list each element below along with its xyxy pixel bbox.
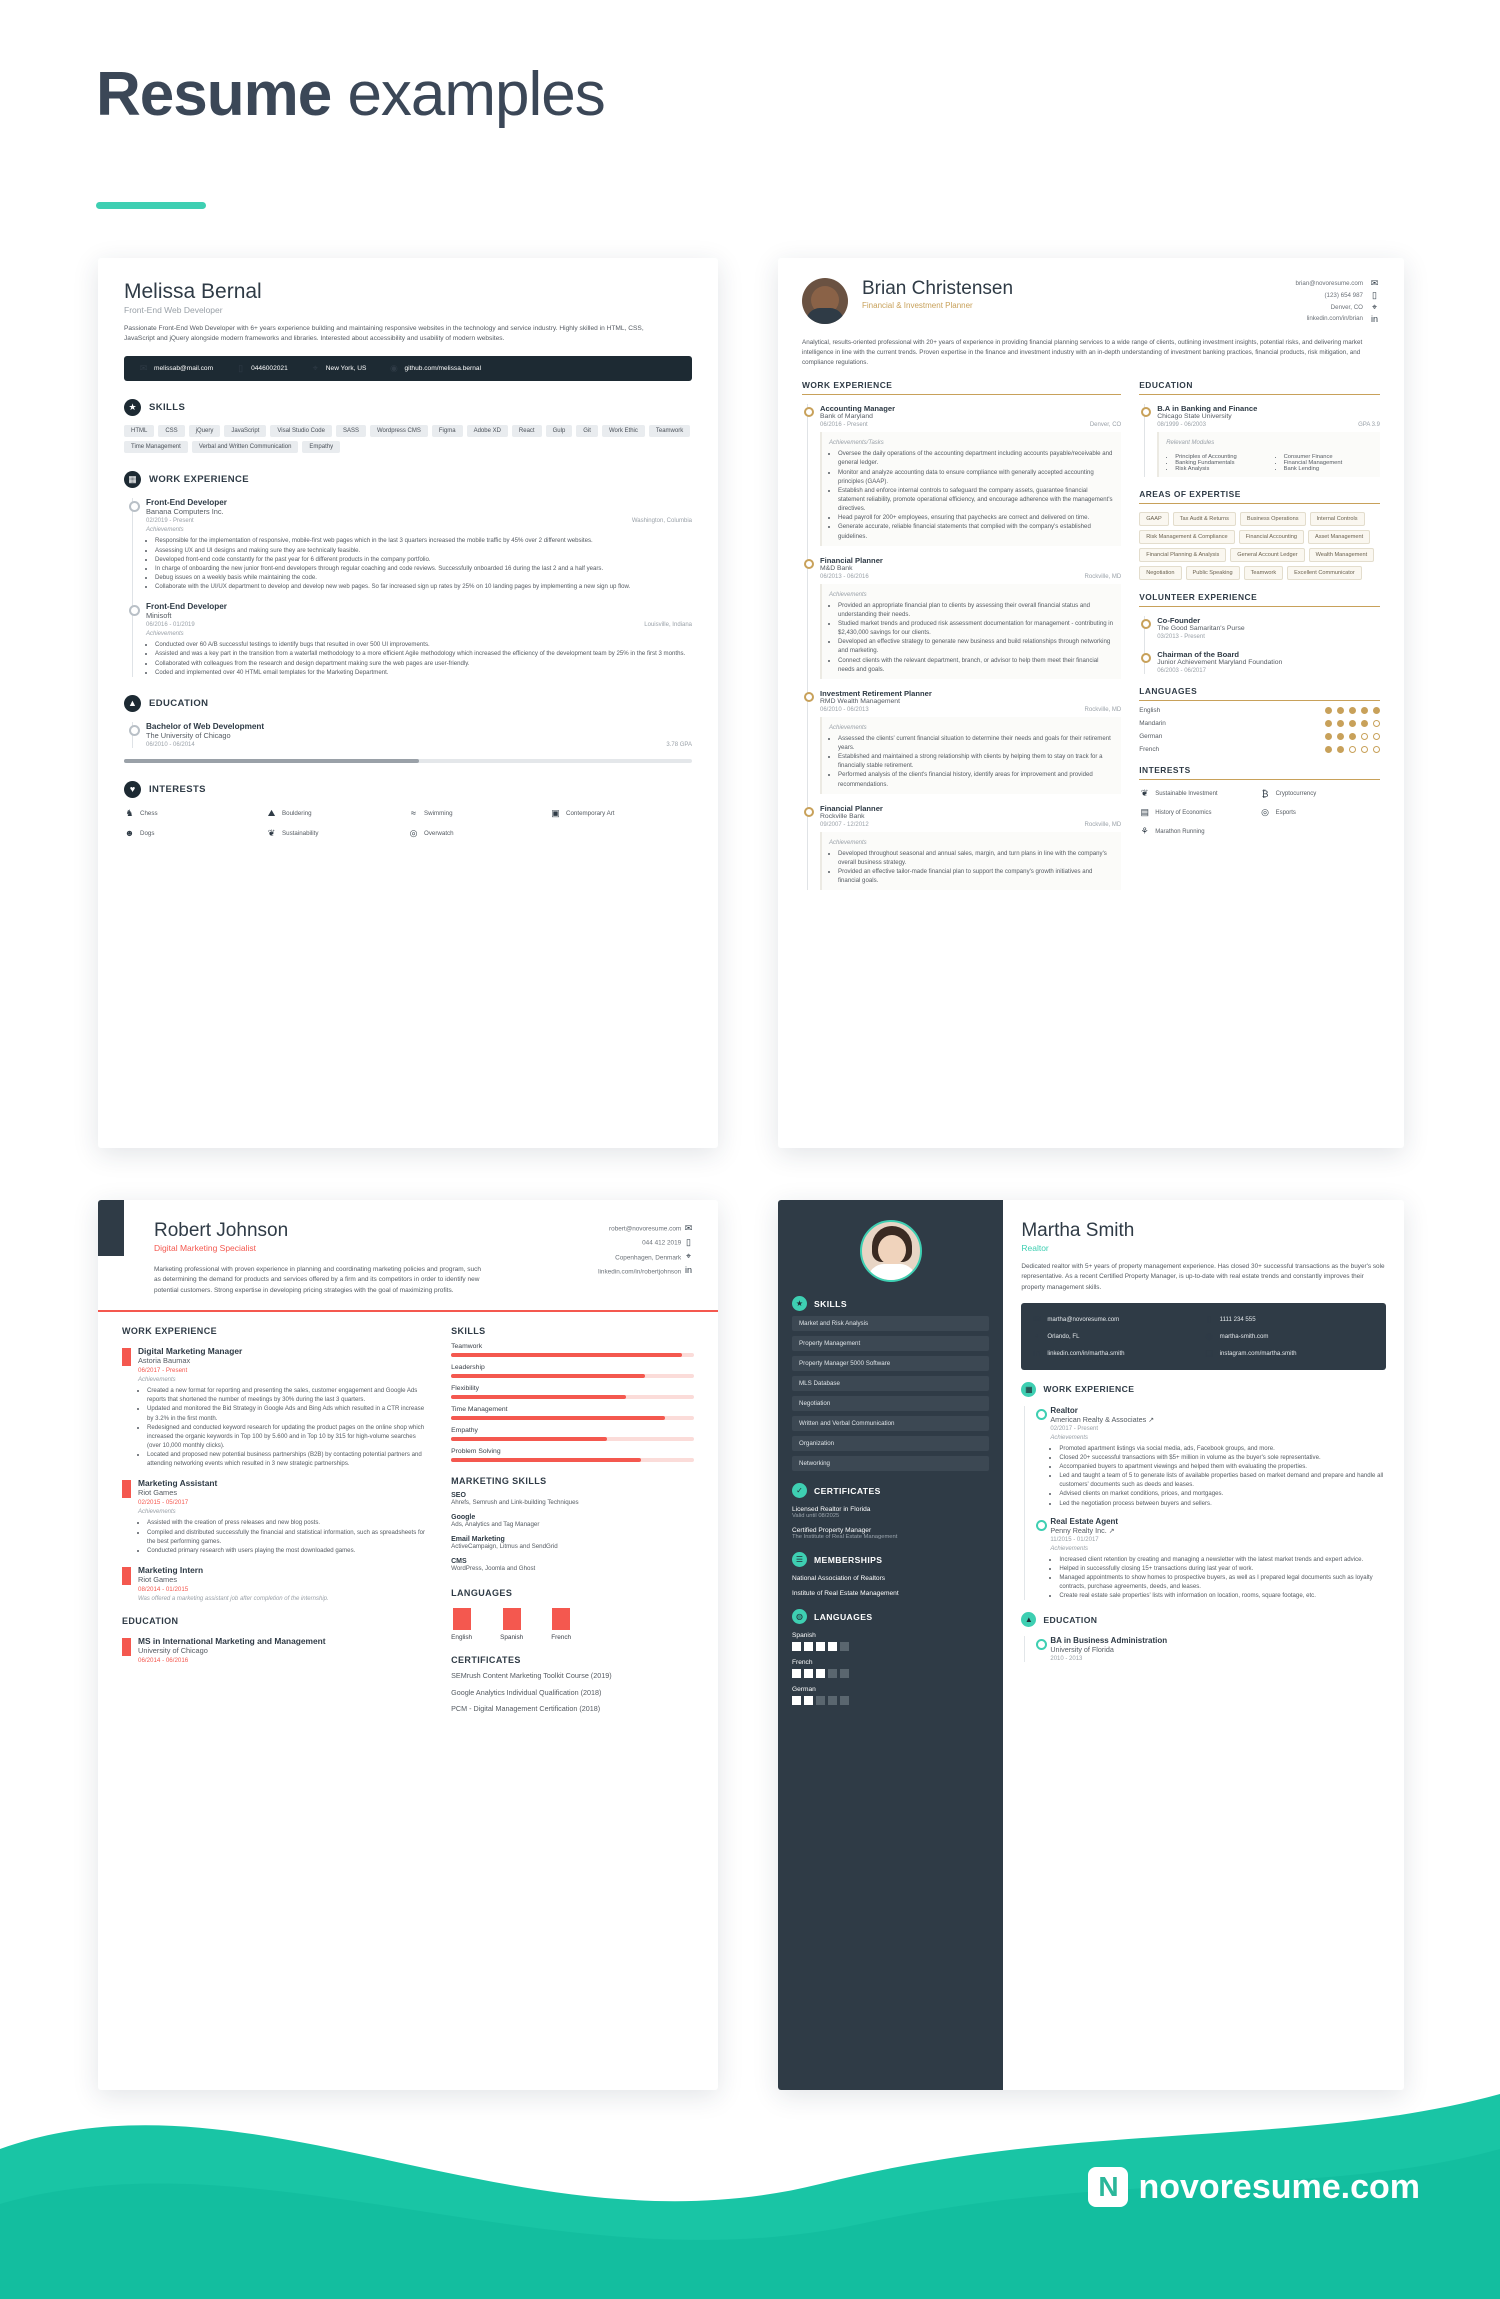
- work-entry: Front-End Developer Minisoft 06/2016 - 01/2019 Louisville, Indiana Achievements • Conducted over 60 A/B successful testings to identify bugs that resulted in over 500 UI improvements. • Assisted and was a key part in the transition from a waterfall methodology to a more efficient Agile methodology which increased the efficiency of the development team by 25% in the first 3 months. • Collaborated with colleagues from the research and design department making sure the web pages are user-friendly. • Coded and implemented over 40 HTML email templates for the Marketing Department.: [146, 602, 692, 677]
- level-dots: [1325, 720, 1380, 727]
- candidate-name: Brian Christensen: [862, 278, 1014, 299]
- skill-chip: Wordpress CMS: [370, 425, 428, 437]
- external-link-icon[interactable]: ↗: [1148, 1414, 1155, 1424]
- section-education: EDUCATION: [122, 1616, 179, 1626]
- section-languages: LANGUAGES: [451, 1588, 513, 1599]
- skill-chip: Teamwork: [649, 425, 690, 437]
- level-dots: [1325, 707, 1380, 714]
- contact-linkedin: linkedin.com/in/robertjohnson in: [598, 1265, 692, 1276]
- interest-item: ⚘ Marathon Running: [1140, 826, 1205, 837]
- expertise-chip: Risk Management & Compliance: [1139, 530, 1234, 544]
- expertise-chip: Tax Audit & Returns: [1173, 512, 1236, 526]
- marketing-skill-item: Email Marketing ActiveCampaign, Litmus and SendGrid: [451, 1536, 558, 1551]
- language-item: Spanish: [500, 1608, 523, 1641]
- achievement-list: • Developed throughout seasonal and annual sales, margin, and turn plans in line with the company's overall business strategy. • Provided an effective tailor-made financial plan to support the company's growth initiatives and financial goals.: [829, 849, 1114, 886]
- volunteer-timeline: [1144, 616, 1380, 674]
- mail-icon: ✉: [1370, 278, 1379, 289]
- skill-item: Time Management: [451, 1406, 694, 1420]
- skill-item: Empathy: [451, 1427, 694, 1441]
- section-languages: ◍ LANGUAGES: [792, 1609, 989, 1624]
- section-interests: ♥ INTERESTS: [124, 781, 692, 798]
- interest-item: ≈ Swimming: [408, 808, 550, 819]
- phone-icon: ▯: [1206, 1313, 1212, 1324]
- resume-card-martha: [778, 1200, 1404, 2090]
- membership-item: Institute of Real Estate Management: [792, 1590, 899, 1597]
- candidate-name: Melissa Bernal: [124, 280, 262, 303]
- certificate-item: Certified Property Manager The Institute of Real Estate Management: [792, 1527, 898, 1540]
- page-title-light: examples: [331, 60, 605, 129]
- contact-website: ◍ martha-smith.com: [1205, 1330, 1269, 1341]
- contact-email: ✉ melissab@mail.com: [139, 363, 214, 374]
- expertise-chip: Asset Management: [1308, 530, 1370, 544]
- skill-chip: Git: [576, 425, 598, 437]
- work-entry: Front-End Developer Banana Computers Inc. 02/2019 - Present Washington, Columbia Achievements • Responsible for the implementation of responsive, mobile-first web pages which in the last 3 quarters increased the mobile traffic by 45% over 2 different websites. • Assessing UX and UI designs and making sure they are technically feasible. • Developed front-end code constantly for the past year for 6 different products in the company portfolio. • In charge of onboarding the new junior front-end developers through regular coaching and code reviews. Successfully onboarded 16 during the last 2 and a half years. • Debug issues on a weekly basis while maintaining the code. • Collaborate with the UI/UX department to develop and develop new web pages. So far increased sign up rates by 25% on 10 landing pages by implementing a new sign up flow.: [146, 498, 692, 591]
- work-entry: Real Estate Agent Penny Realty Inc. ↗ 11/2015 - 01/2017 Achievements • Increased client retention by creating and managing a newsletter with the latest market trends and expert advice. • Helped in successfully closing 15+ transactions during last year of work. • Managed appointments to show homes to prospective buyers, as well as I prepared legal documents such as loyalty contracts, purchase agreements, deeds, and leases. • Create real estate sale properties' lists with information on location, rooms, square footage, etc.: [1036, 1517, 1386, 1601]
- contact-location: Copenhagen, Denmark ⌖: [598, 1251, 694, 1265]
- page-title-bold: Resume: [96, 60, 332, 129]
- section-skills: ★ SKILLS: [792, 1296, 989, 1311]
- resume-card-robert: [98, 1200, 718, 2090]
- language-item: English: [1139, 707, 1380, 714]
- section-work: WORK EXPERIENCE: [802, 380, 1121, 395]
- github-icon: ◉: [390, 363, 398, 374]
- art-icon: ▣: [551, 807, 560, 818]
- run-icon: ⚘: [1140, 826, 1149, 837]
- expertise-chip: Financial Planning & Analysis: [1139, 548, 1226, 562]
- interest-item: ♞ Chess: [125, 807, 158, 818]
- candidate-role: Realtor: [1021, 1243, 1049, 1253]
- section-memberships: ☰ MEMBERSHIPS: [792, 1552, 989, 1567]
- swim-icon: ≈: [411, 808, 416, 819]
- graduation-cap-icon: ▲: [1021, 1612, 1036, 1627]
- contact-phone: 044 412 2019 ▯: [598, 1236, 694, 1250]
- work-entry: Financial Planner Rockville Bank 09/2007 - 12/2012 Rockville, MD Achievements • Developed throughout seasonal and annual sales, margin, and turn plans in line with the company's overall business strategy. • Provided an effective tailor-made financial plan to support the company's growth initiatives and financial goals.: [820, 804, 1121, 891]
- linkedin-icon: in: [1370, 313, 1378, 324]
- skill-bar: [451, 1458, 694, 1462]
- skill-chip: JavaScript: [224, 425, 266, 437]
- marketing-skill-item: SEO Ahrefs, Semrush and Link-building Techniques: [451, 1492, 579, 1507]
- interest-item: ◎ Overwatch: [409, 827, 454, 838]
- achievement-list: • Assessed the clients' current financial situation to determine their needs and goals for their retirement years. • Established and maintained a strong relationship with clients by helping them to stay on track for a financially stable retirement. • Performed analysis of the client's financial history, identify areas for improvement and provided recommendations.: [829, 734, 1114, 789]
- skill-item: Leadership: [451, 1364, 694, 1378]
- mail-icon: ✉: [684, 1222, 693, 1233]
- skill-chip: Empathy: [302, 441, 340, 453]
- resume-card-melissa: [98, 258, 718, 1148]
- heart-icon: ♥: [124, 781, 141, 798]
- skill-bar: [451, 1353, 694, 1357]
- skill-item: Negotiation: [792, 1396, 989, 1411]
- brand-name: novoresume.com: [1138, 2167, 1420, 2206]
- bitcoin-icon: ₿: [1261, 788, 1269, 799]
- leaf-icon: ❦: [267, 827, 276, 838]
- certificate-item: PCM - Digital Management Certification (2018): [451, 1703, 601, 1713]
- interest-item: ₿ Cryptocurrency: [1260, 788, 1380, 799]
- novoresume-mark-icon: N: [1088, 2167, 1128, 2207]
- phone-icon: ▯: [686, 1236, 691, 1247]
- skills-icon: ★: [792, 1296, 807, 1311]
- achievement-list: • Increased client retention by creating and managing a newsletter with the latest market trends and expert advice. • Helped in successfully closing 15+ transactions during last year of work. • Managed appointments to show homes to prospective buyers, as well as I prepared legal documents such as loyalty contracts, purchase agreements, deeds, and leases. • Create real estate sale properties' lists with information on location, rooms, square footage, etc.: [1050, 1555, 1386, 1601]
- skill-chip: CSS: [158, 425, 184, 437]
- volunteer-entry: Chairman of the Board Junior Achievement Maryland Foundation 06/2003 - 06/2017: [1157, 650, 1380, 674]
- marketing-skill-item: Google Ads, Analytics and Tag Manager: [451, 1514, 540, 1529]
- membership-item: National Association of Realtors: [792, 1575, 886, 1582]
- contact-phone: ▯ 0446002021: [235, 363, 288, 374]
- expertise-chip: GAAP: [1139, 512, 1169, 526]
- skill-item: Written and Verbal Communication: [792, 1416, 989, 1431]
- skill-bar: [451, 1395, 694, 1399]
- skill-item: Market and Risk Analysis: [792, 1316, 989, 1331]
- contact-list: [598, 1222, 694, 1279]
- work-entry: Digital Marketing Manager Astoria Baumax 06/2017 - Present Achievements • Created a new format for reporting and presenting the sales, customer engagement and Google Ads reports that shortened the number of meetings by 30% during the last 3 quarters. • Updated and monitored the Bid Strategy in Google Ads and Bing Ads which resulted in a CTR increase by 3.2% in the first month. • Redesigned and conducted keyword research for updating the product pages on the online shop which increased the organic keywords in Top 100 by 5.600 and in Top 10 by 315 for high-volume searches (over 10,000 monthly clicks). • Located and proposed new potential business partnerships (B2B) by contacting potential partners and attending networking events which resulted in 3 new strategic partnerships.: [122, 1346, 431, 1468]
- achievement-list: • Conducted over 60 A/B successful testings to identify bugs that resulted in over 500 UI improvements. • Assisted and was a key part in the transition from a waterfall methodology to a more efficient Agile methodology which increased the efficiency of the development team by 25% in the first 3 months. • Collaborated with colleagues from the research and design department making sure the web pages are user-friendly. • Coded and implemented over 40 HTML email templates for the Marketing Department.: [146, 640, 692, 677]
- skill-chip: SASS: [336, 425, 366, 437]
- contact-phone: ▯ 1111 234 555: [1204, 1314, 1376, 1325]
- dog-icon: ☻: [124, 828, 135, 839]
- skill-chip: Adobe XD: [467, 425, 508, 437]
- expertise-chip: Teamwork: [1244, 566, 1284, 580]
- skill-item: Property Management: [792, 1336, 989, 1351]
- achievement-list: • Assisted with the creation of press releases and new blog posts. • Compiled and distributed successfully the financial and statistical information, such as spreadsheets for the best performing games. • Conducted primary research with users playing the most downloaded games.: [138, 1518, 431, 1555]
- expertise-chip: Negotiation: [1139, 566, 1181, 580]
- interest-item: ⛰ Bouldering: [267, 807, 312, 818]
- climbing-icon: ⛰: [267, 807, 276, 818]
- language-item: Mandarin: [1139, 720, 1380, 727]
- expertise-chip: Financial Accounting: [1239, 530, 1304, 544]
- section-certificates: ✓ CERTIFICATES: [792, 1483, 989, 1498]
- language-item: German: [1139, 733, 1380, 740]
- contact-location: Denver, CO ⌖: [1296, 302, 1381, 314]
- certificate-icon: ✓: [792, 1483, 807, 1498]
- section-work: ▦ WORK EXPERIENCE: [124, 471, 692, 488]
- contact-bar: [124, 356, 692, 381]
- pin-icon: ⌖: [1371, 301, 1378, 312]
- interest-list: [1139, 788, 1380, 845]
- language-item: French: [551, 1608, 571, 1641]
- skill-chip: React: [512, 425, 542, 437]
- expertise-chip: Internal Controls: [1310, 512, 1365, 526]
- work-entry: Investment Retirement Planner RMD Wealth Management 06/2010 - 06/2013 Rockville, MD Achievements • Assessed the clients' current financial situation to determine their needs and goals for their retirement years. • Established and maintained a strong relationship with clients by helping them to stay on track for a financially stable retirement. • Performed analysis of the client's financial history, identify areas for improvement and provided recommendations.: [820, 689, 1121, 794]
- section-volunteer: VOLUNTEER EXPERIENCE: [1139, 592, 1380, 607]
- pin-icon: ⌖: [685, 1251, 692, 1262]
- contact-linkedin: linkedin.com/in/brian in: [1306, 313, 1378, 324]
- leaf-icon: ❦: [1140, 788, 1149, 799]
- book-icon: ▤: [1140, 807, 1149, 818]
- briefcase-icon: ▦: [1021, 1382, 1036, 1397]
- phone-icon: ▯: [1372, 290, 1377, 301]
- education-progress-bar: [124, 759, 692, 763]
- skill-bar: [451, 1374, 694, 1378]
- skills-icon: ★: [124, 399, 141, 416]
- skill-item: Property Manager 5000 Software: [792, 1356, 989, 1371]
- interest-item: ☻ Dogs: [124, 828, 155, 839]
- candidate-summary: Dedicated realtor with 5+ years of property management experience. Has closed 30+ successful transactions as the buyer's sole representative. As a recent Certified Property Manager, is up-to-date with real estate trends and constantly improves their property management skills.: [1021, 1263, 1385, 1291]
- skill-chip: Gulp: [546, 425, 573, 437]
- education-entry: B.A in Banking and Finance Chicago State University 08/1999 - 06/2003 GPA 3.9 Relevant Modules • Principles of Accounting • Banking Fundamentals • Risk Analysis • Consumer Finance • Financial Management • Bank Lending: [1157, 404, 1380, 477]
- graduation-cap-icon: ▲: [124, 695, 141, 712]
- language-list: [1139, 707, 1380, 753]
- contact-email: ✉ martha@novoresume.com: [1033, 1313, 1120, 1324]
- instagram-icon: ▣: [1204, 1347, 1214, 1358]
- phone-icon: ▯: [238, 363, 244, 374]
- skill-item: Teamwork: [451, 1343, 694, 1357]
- section-languages: LANGUAGES: [1139, 686, 1380, 701]
- education-entry: MS in International Marketing and Management University of Chicago 06/2014 - 06/2016: [122, 1636, 431, 1664]
- pin-icon: ⌖: [312, 363, 318, 374]
- avatar: [802, 278, 848, 324]
- section-education: ▲ EDUCATION: [1021, 1612, 1386, 1627]
- contact-phone: (123) 654 987 ▯: [1296, 290, 1381, 302]
- section-skills: ★ SKILLS: [124, 399, 692, 416]
- skill-item: Problem Solving: [451, 1448, 694, 1462]
- skill-chip: jQuery: [189, 425, 221, 437]
- candidate-summary: Analytical, results-oriented professional with 20+ years of experience in providing financial planning services to a wide range of clients, outlining investment insights, potential risks, and delivering market intelligence in line with the current trends. Proven expertise in the finance and investment industry with an in-depth understanding of investment banking practices, financial products, risk mitigation, and compliance regulations.: [802, 339, 1363, 367]
- skill-chip: Verbal and Written Communication: [192, 441, 299, 453]
- expertise-chip: Public Speaking: [1186, 566, 1240, 580]
- skill-chip: Work Ethic: [602, 425, 645, 437]
- footer-wave: [0, 1999, 1500, 2299]
- linkedin-icon: in: [1033, 1348, 1041, 1359]
- language-item: French: [792, 1659, 989, 1678]
- level-dots: [1325, 733, 1380, 740]
- section-marketing-skills: MARKETING SKILLS: [451, 1476, 547, 1487]
- mail-icon: ✉: [1033, 1313, 1041, 1324]
- section-work: WORK EXPERIENCE: [122, 1326, 218, 1337]
- linkedin-icon: in: [684, 1265, 692, 1276]
- briefcase-icon: ▦: [124, 471, 141, 488]
- contact-location: ⌖ Orlando, FL: [1031, 1331, 1203, 1342]
- education-entry: BA in Business Administration University of Florida 2010 - 2013: [1036, 1636, 1386, 1662]
- brand-logo: [1088, 2167, 1420, 2207]
- expertise-chip: Excellent Communicator: [1287, 566, 1362, 580]
- members-icon: ☰: [792, 1552, 807, 1567]
- candidate-role: Digital Marketing Specialist: [154, 1243, 257, 1253]
- certificate-item: SEMrush Content Marketing Toolkit Course (2019): [451, 1671, 612, 1681]
- candidate-summary: Passionate Front-End Web Developer with 6+ years experience building and maintaining responsive websites in the technology and service industry. Highly skilled in HTML, CSS, JavaScript and jQuery alongside modern frameworks and libraries. Interested about accessibility and usability of modern websites.: [124, 325, 644, 343]
- work-entry: Accounting Manager Bank of Maryland 06/2016 - Present Denver, CO Achievements/Tasks • Oversee the daily operations of the accounting department including accounts payable/receivable and general ledger. • Monitor and analyze accounting data to ensure compliance with generally accepted accounting principles (GAAP). • Establish and enforce internal controls to safeguard the company assets, guarantee financial statement reliability, promote operational efficiency, and encourage adherence with the management's directives. • Head payroll for 200+ employees, ensuring that paychecks are correct and delivered on time. • Generate accurate, reliable financial statements that complied with the company's established guidelines.: [820, 404, 1121, 545]
- education-timeline: [132, 722, 692, 748]
- expertise-chip: Business Operations: [1240, 512, 1306, 526]
- contact-email: brian@novoresume.com ✉: [1295, 278, 1379, 289]
- skill-bar: [451, 1416, 694, 1420]
- skill-item: Networking: [792, 1456, 989, 1471]
- work-entry: Marketing Assistant Riot Games 02/2015 - 05/2017 Achievements • Assisted with the creation of press releases and new blog posts. • Compiled and distributed successfully the financial and statistical information, such as spreadsheets for the best performing games. • Conducted primary research with users playing the most downloaded games.: [122, 1478, 431, 1555]
- title-underline: [96, 202, 206, 209]
- achievement-list: • Promoted apartment listings via social media, ads, Facebook groups, and more. • Closed 20+ successful transactions with $5+ million in volume as the buyer's sole representative. • Accompanied buyers to apartment viewings and helped them with evaluating the properties. • Led and taught a team of 5 to generate lists of available properties based on market demand and prepare and handle all customers' documents such as deeds and leases. • Advised clients on market conditions, prices, and mortgages. • Led the negotiation process between buyers and sellers.: [1050, 1444, 1386, 1508]
- globe-icon: ◍: [792, 1609, 807, 1624]
- globe-icon: ◍: [1205, 1330, 1214, 1341]
- work-timeline: [132, 498, 692, 676]
- candidate-role: Financial & Investment Planner: [862, 301, 973, 310]
- skill-chip: HTML: [124, 425, 154, 437]
- interest-list: [124, 808, 692, 848]
- resume-card-brian: [778, 258, 1404, 1148]
- marketing-skill-item: CMS WordPress, Joomla and Ghost: [451, 1558, 536, 1573]
- language-item: Spanish: [792, 1632, 989, 1651]
- achievement-list: • Oversee the daily operations of the accounting department including accounts payable/receivable and general ledger. • Monitor and analyze accounting data to ensure compliance with generally accepted accounting principles (GAAP). • Establish and enforce internal controls to safeguard the company assets, guarantee financial statement reliability, promote operational efficiency, and encourage adherence with the management's directives. • Head payroll for 200+ employees, ensuring that paychecks are correct and delivered on time. • Generate accurate, reliable financial statements that complied with the company's established guidelines.: [829, 449, 1114, 540]
- education-timeline: [1144, 404, 1380, 477]
- section-skills: SKILLS: [451, 1326, 486, 1337]
- volunteer-entry: Co-Founder The Good Samaritan's Purse 03/2013 - Present: [1157, 616, 1380, 640]
- interest-item: ❦ Sustainable Investment: [1140, 788, 1218, 799]
- language-item: English: [451, 1608, 472, 1641]
- candidate-role: Front-End Web Developer: [124, 305, 223, 315]
- skill-chip: Visal Studio Code: [270, 425, 332, 437]
- section-work: ▦ WORK EXPERIENCE: [1021, 1382, 1386, 1397]
- language-item: German: [792, 1686, 989, 1705]
- avatar: [860, 1220, 922, 1282]
- language-item: French: [1139, 746, 1380, 753]
- candidate-name: Martha Smith: [1021, 1220, 1135, 1241]
- level-dots: [1325, 746, 1380, 753]
- expertise-chip: Wealth Management: [1309, 548, 1375, 562]
- certificate-item: Google Analytics Individual Qualification (2018): [451, 1687, 602, 1697]
- page-title: [96, 62, 605, 127]
- skill-chip: Time Management: [124, 441, 188, 453]
- work-timeline: [807, 404, 1121, 890]
- interest-item: ❦ Sustainability: [267, 827, 319, 838]
- pin-icon: ⌖: [1034, 1330, 1040, 1341]
- skill-chip: Figma: [432, 425, 463, 437]
- section-certificates: CERTIFICATES: [451, 1655, 521, 1666]
- achievement-list: • Provided an appropriate financial plan to clients by assessing their overall financial status and understanding their needs. • Studied market trends and produced risk assessment documentation for management - contributing in $2,430,000 savings for our clients. • Developed an effective strategy to generate new business and build relationships through networking and marketing. • Connect clients with the relevant department, branch, or advisor to help them meet their financial needs and goals.: [829, 601, 1114, 674]
- contact-panel: [1021, 1303, 1386, 1370]
- section-interests: INTERESTS: [1139, 765, 1380, 780]
- section-education: EDUCATION: [1139, 380, 1380, 395]
- accent-block: [98, 1200, 124, 1256]
- language-list: [451, 1608, 694, 1641]
- mail-icon: ✉: [139, 363, 148, 374]
- contact-github: ◉ github.com/melissa.bernal: [390, 363, 482, 374]
- contact-location: ⌖ New York, US: [310, 363, 367, 374]
- interest-item: ◎ Esports: [1261, 807, 1296, 818]
- education-entry: Bachelor of Web Development The University of Chicago 06/2010 - 06/2014 3.78 GPA: [146, 721, 692, 748]
- expertise-chip: General Account Ledger: [1230, 548, 1304, 562]
- contact-instagram: ▣ instagram.com/martha.smith: [1204, 1347, 1297, 1358]
- section-areas: AREAS OF EXPERTISE: [1139, 489, 1380, 504]
- candidate-summary: Marketing professional with proven experience in planning and coordinating marketing policies and program, such as determining the demand for products and services offered by a firm and its competitors in order to identify new potential customers. Strong expertise in developing pricing strategies with the goal of maximizing profits.: [154, 1266, 481, 1294]
- contact-list: [1296, 278, 1381, 325]
- achievement-list: • Responsible for the implementation of responsive, mobile-first web pages which in the last 3 quarters increased the mobile traffic by 45% over 2 different websites. • Assessing UX and UI designs and making sure they are technically feasible. • Developed front-end code constantly for the past year for 6 different products in the company portfolio. • In charge of onboarding the new junior front-end developers through regular coaching and code reviews. Successfully onboarded 16 during the last 2 and a half years. • Debug issues on a weekly basis while maintaining the code. • Collaborate with the UI/UX department to develop and develop new web pages. So far increased sign up rates by 25% on 10 landing pages by implementing a new sign up flow.: [146, 536, 692, 591]
- certificate-item: Licensed Realtor in Florida Valid until 08/2025: [792, 1506, 871, 1519]
- expertise-list: [1139, 512, 1380, 580]
- contact-linkedin: in linkedin.com/in/martha.smith: [1033, 1348, 1125, 1359]
- work-entry: Financial Planner M&D Bank 06/2013 - 06/2016 Rockville, MD Achievements • Provided an appropriate financial plan to clients by assessing their overall financial status and understanding their needs. • Studied market trends and produced risk assessment documentation for management - contributing in $2,430,000 savings for our clients. • Developed an effective strategy to generate new business and build relationships through networking and marketing. • Connect clients with the relevant department, branch, or advisor to help them meet their financial needs and goals.: [820, 556, 1121, 679]
- candidate-name: Robert Johnson: [154, 1220, 289, 1241]
- contact-email: robert@novoresume.com ✉: [609, 1222, 693, 1233]
- work-entry: Marketing Intern Riot Games 08/2014 - 01/2015 Was offered a marketing assistant job after completion of the internship.: [122, 1565, 431, 1602]
- game-icon: ◎: [409, 827, 418, 838]
- skill-bar: [451, 1437, 694, 1441]
- skill-item: Flexibility: [451, 1385, 694, 1399]
- section-education: ▲ EDUCATION: [124, 695, 692, 712]
- external-link-icon[interactable]: ↗: [1108, 1525, 1115, 1535]
- esports-icon: ◎: [1261, 807, 1270, 818]
- chess-icon: ♞: [125, 807, 134, 818]
- skill-chip-list: [124, 425, 692, 453]
- skill-item: Organization: [792, 1436, 989, 1451]
- achievement-list: • Created a new format for reporting and presenting the sales, customer engagement and Google Ads reports that shortened the number of meetings by 30% during the last 3 quarters. • Updated and monitored the Bid Strategy in Google Ads and Bing Ads which resulted in a CTR increase by 3.2% in the first month. • Redesigned and conducted keyword research for updating the product pages on the online shop which increased the organic keywords in Top 100 by 5.600 and in Top 10 by 315 for high-volume searches (over 10,000 monthly clicks). • Located and proposed new potential business partnerships (B2B) by contacting potential partners and attending networking events which resulted in 3 new strategic partnerships.: [138, 1386, 431, 1468]
- skill-item: MLS Database: [792, 1376, 989, 1391]
- interest-item: ▤ History of Economics: [1140, 807, 1212, 818]
- interest-item: ▣ Contemporary Art: [551, 807, 615, 818]
- work-entry: Realtor American Realty & Associates ↗ 02/2017 - Present Achievements • Promoted apartment listings via social media, ads, Facebook groups, and more. • Closed 20+ successful transactions with $5+ million in volume as the buyer's sole representative. • Accompanied buyers to apartment viewings and helped them with evaluating the properties. • Led and taught a team of 5 to generate lists of available properties based on market demand and prepare and handle all customers' documents such as deeds and leases. • Advised clients on market conditions, prices, and mortgages. • Led the negotiation process between buyers and sellers.: [1036, 1406, 1386, 1508]
